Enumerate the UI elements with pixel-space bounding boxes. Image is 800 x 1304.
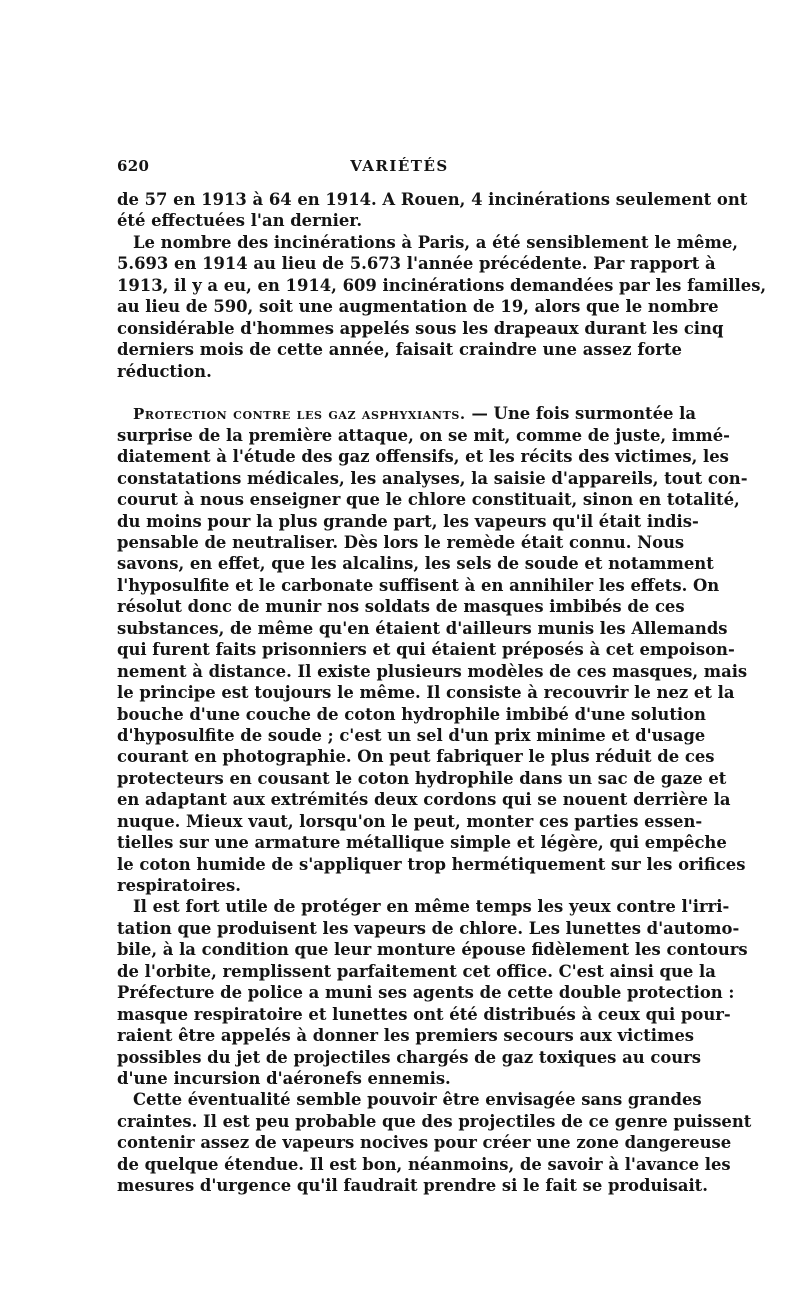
running-head: VARIÉTÉS [350,157,449,175]
text-line: raient être appelés à donner les premiers secours aux victimes [117,1026,695,1046]
text-line: mesures d'urgence qu'il faudrait prendre si le fait se produisait. [117,1176,708,1196]
text-line: Cette éventualité semble pouvoir être envisagée sans grandes [133,1090,702,1110]
section-heading: Protection contre les gaz asphyxiants. [133,405,466,424]
text-line: craintes. Il est peu probable que des projectiles de ce genre puissent [117,1111,752,1131]
text-line: surprise de la première attaque, on se mit, comme de juste, immé- [117,425,730,445]
text-line: Préfecture de police a muni ses agents de cette double protection : [117,983,735,1003]
text-line: de l'orbite, remplissent parfaitement cet office. C'est ainsi que la [117,961,716,981]
text-line: possibles du jet de projectiles chargés de gaz toxiques au cours [117,1047,702,1067]
section-gap [117,382,682,403]
text-line: de quelque étendue. Il est bon, néanmoins, de savoir à l'avance les [117,1154,731,1174]
text-line: savons, en effet, que les alcalins, les sels de soude et notamment [117,554,714,574]
text-line: tation que produisent les vapeurs de chlore. Les lunettes d'automo- [117,918,740,938]
text-line: masque respiratoire et lunettes ont été distribués à ceux qui pour- [117,1004,731,1024]
text-line: d'hyposulfite de soude ; c'est un sel d'un prix minime et d'usage [117,725,706,745]
text-line: qui furent faits prisonniers et qui étaient préposés à cet empoison- [117,640,735,660]
text-line: derniers mois de cette année, faisait craindre une assez forte [117,340,682,360]
text-line: substances, de même qu'en étaient d'ailleurs munis les Allemands [117,618,728,638]
text-line: au lieu de 590, soit une augmentation de 19, alors que le nombre [117,297,719,317]
text-line: contenir assez de vapeurs nocives pour créer une zone dangereuse [117,1133,732,1153]
text-line: de 57 en 1913 à 64 en 1914. A Rouen, 4 incinérations seulement ont [117,190,748,209]
text-line: d'une incursion d'aéronefs ennemis. [117,1068,451,1088]
text-line: 5.693 en 1914 au lieu de 5.673 l'année précédente. Par rapport à [117,254,716,274]
text-line: bile, à la condition que leur monture épouse fidèlement les contours [117,940,748,960]
text-line: du moins pour la plus grande part, les vapeurs qu'il était indis- [117,511,699,531]
text-line: bouche d'une couche de coton hydrophile imbibé d'une solution [117,704,706,724]
text-line: constatations médicales, les analyses, la saisie d'appareils, tout con- [117,468,748,488]
text-line: tielles sur une armature métallique simple et légère, qui empêche [117,833,727,853]
text-line: en adaptant aux extrémités deux cordons qui se nouent derrière la [117,790,731,810]
text-line: pensable de neutraliser. Dès lors le remède était connu. Nous [117,533,685,552]
body-text [117,189,767,1197]
text-line: Le nombre des incinérations à Paris, a été sensiblement le même, [133,232,738,252]
text-line: nement à distance. Il existe plusieurs modèles de ces masques, mais [117,661,748,681]
text-line: 1913, il y a eu, en 1914, 609 incinérations demandées par les familles, [117,275,767,295]
text-line: le principe est toujours le même. Il consiste à recouvrir le nez et la [117,683,735,703]
text-line: respiratoires. [117,876,241,895]
text-line: courut à nous enseigner que le chlore constituait, sinon en totalité, [117,490,740,510]
text-line: diatement à l'étude des gaz offensifs, et les récits des victimes, les [117,447,729,467]
section-heading-line [117,403,696,424]
text-line: Il est fort utile de protéger en même temps les yeux contre l'irri- [133,897,730,917]
text-line: protecteurs en cousant le coton hydrophile dans un sac de gaze et [117,768,727,788]
text-line: réduction. [117,361,212,381]
text-line: été effectuées l'an dernier. [117,211,363,231]
text-line: le coton humide de s'appliquer trop hermétiquement sur les orifices [117,854,746,874]
text-line: l'hyposulfite et le carbonate suffisent à en annihiler les effets. On [117,575,720,595]
page-number: 620 [117,157,150,175]
page-header [117,157,682,179]
text-line: courant en photographie. On peut fabriquer le plus réduit de ces [117,747,715,767]
text-line: nuque. Mieux vaut, lorsqu'on le peut, monter ces parties essen- [117,811,703,831]
heading-line-rest: — Une fois surmontée la [465,404,696,424]
text-line: résolut donc de munir nos soldats de masques imbibés de ces [117,597,685,617]
text-line: considérable d'hommes appelés sous les drapeaux durant les cinq [117,318,724,338]
